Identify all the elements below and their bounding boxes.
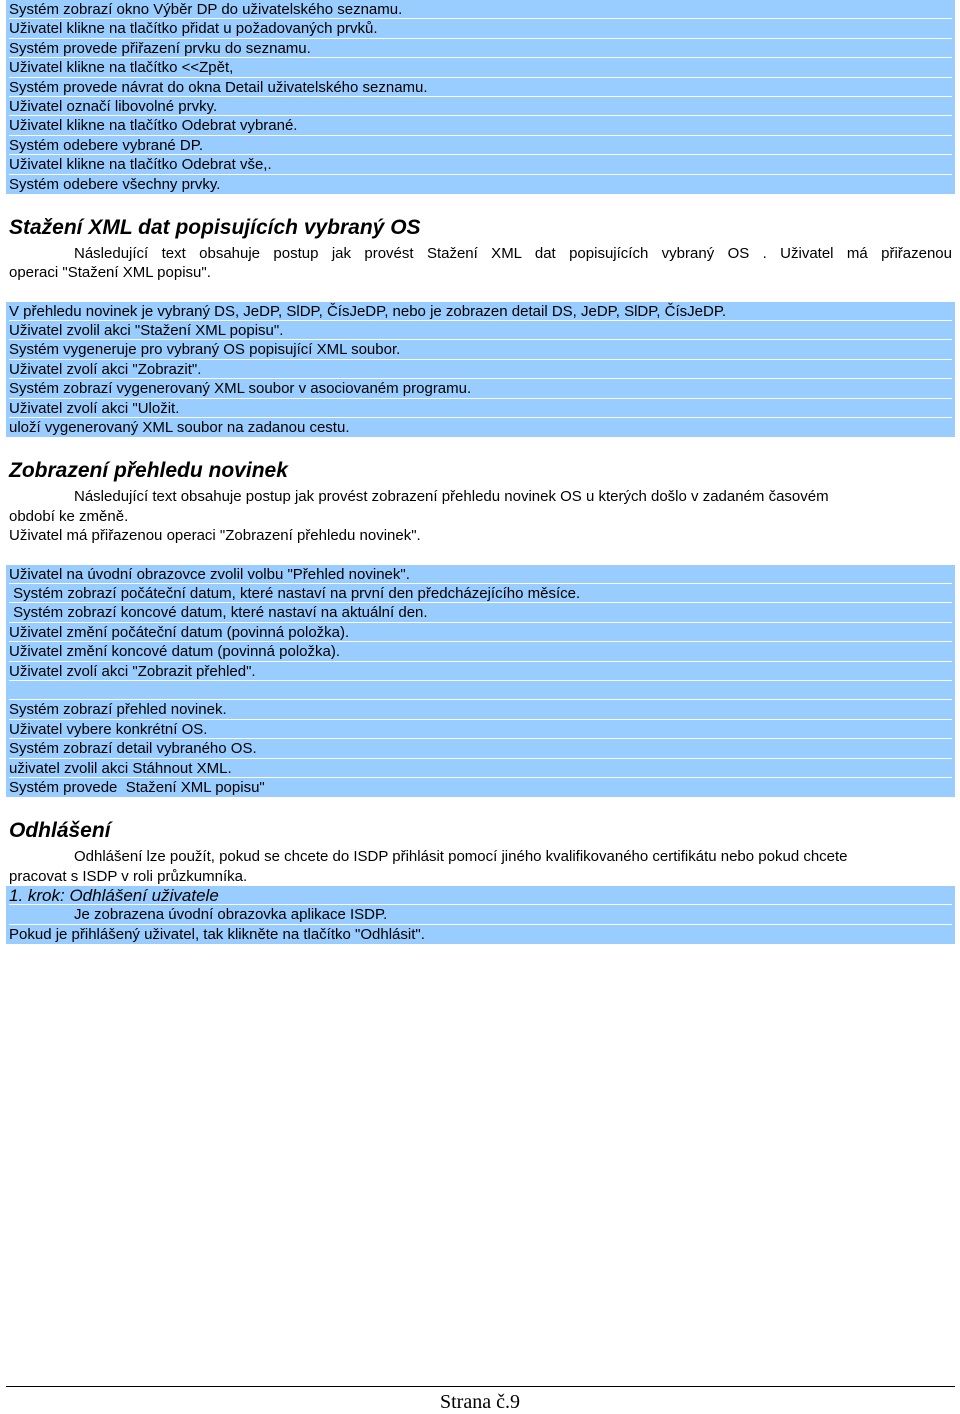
section-intro-logout [6,847,955,886]
logout-step-box [6,886,955,944]
step-line: Uživatel zvolí akci "Uložit. [9,399,952,418]
xml-steps-box [6,302,955,438]
news-steps-box [6,565,955,798]
step-line: Uživatel na úvodní obrazovce zvolil volbu "Přehled novinek". [9,565,952,584]
page-number: Strana č.9 [440,1391,520,1413]
step-line-empty [9,681,952,700]
intro-text: Odhlášení lze použít, pokud se chcete do ISDP přihlásit pomocí jiného kvalifikovaného certifikátu nebo pokud chcete [74,848,848,866]
step-line: Systém provede Stažení XML popisu" [9,778,265,796]
step-line: Pokud je přihlášený uživatel, tak klikněte na tlačítko "Odhlásit". [9,925,425,943]
section-heading-news: Zobrazení přehledu novinek [9,459,288,483]
step-line: Systém odebere všechny prvky. [9,175,221,193]
step-line: Uživatel zvolí akci "Zobrazit přehled". [9,662,952,681]
intro-text: operaci "Stažení XML popisu". [9,264,211,282]
step-line: Systém zobrazí detail vybraného OS. [9,739,952,758]
step-line: uživatel zvolil akci Stáhnout XML. [9,759,952,778]
footer-divider [6,1386,955,1387]
intro-text: Následující text obsahuje postup jak provést zobrazení přehledu novinek OS u kterých došlo v zadaném časovém [74,488,829,506]
intro-text: Uživatel má přiřazenou operaci "Zobrazení přehledu novinek". [9,527,421,545]
intro-text: Následující text obsahuje postup jak provést Stažení XML dat popisujících vybraný OS . Uživatel má přiřazenou [74,244,952,262]
intro-text: pracovat s ISDP v roli průzkumníka. [9,867,248,885]
step-line: uloží vygenerovaný XML soubor na zadanou cestu. [9,419,350,437]
top-steps-box [6,0,955,194]
step-line: Systém provede návrat do okna Detail uživatelského seznamu. [9,78,952,97]
step-line: Uživatel klikne na tlačítko <<Zpět, [9,58,952,77]
step-line: Systém zobrazí přehled novinek. [9,700,952,719]
step-line: Systém zobrazí koncové datum, které nastaví na aktuální den. [9,603,952,622]
step-line: Uživatel změní koncové datum (povinná položka). [9,642,952,661]
step-line: Uživatel klikne na tlačítko Odebrat vybrané. [9,116,952,135]
step-line: Uživatel klikne na tlačítko Odebrat vše,. [9,155,952,174]
document-page [6,0,955,944]
step-line: Uživatel zvolí akci "Zobrazit". [9,360,952,379]
step-line: Systém vygeneruje pro vybraný OS popisující XML soubor. [9,340,952,359]
step-line: Systém zobrazí vygenerovaný XML soubor v asociovaném programu. [9,379,952,398]
step-heading: 1. krok: Odhlášení uživatele [9,886,952,905]
step-line: Systém odebere vybrané DP. [9,136,952,155]
step-line: Uživatel označí libovolné prvky. [9,97,952,116]
section-heading-xml: Stažení XML dat popisujících vybraný OS [9,215,421,239]
step-line: Systém provede přiřazení prvku do seznamu. [9,39,952,58]
step-line: V přehledu novinek je vybraný DS, JeDP, SlDP, ČísJeDP, nebo je zobrazen detail DS, JeDP, SlDP, ČísJeDP. [9,302,952,321]
step-line: Uživatel změní počáteční datum (povinná položka). [9,623,952,642]
step-line: Uživatel vybere konkrétní OS. [9,720,952,739]
step-line: Uživatel zvolil akci "Stažení XML popisu". [9,321,952,340]
step-line: Systém zobrazí počáteční datum, které nastaví na první den předcházejícího měsíce. [9,584,952,603]
step-line: Uživatel klikne na tlačítko přidat u požadovaných prvků. [9,19,952,38]
intro-text: období ke změně. [9,507,129,525]
step-line: Systém zobrazí okno Výběr DP do uživatelského seznamu. [9,0,952,19]
section-heading-logout: Odhlášení [9,819,111,843]
section-intro-news [6,487,955,545]
step-line: Je zobrazena úvodní obrazovka aplikace ISDP. [9,905,952,924]
section-intro-xml [6,244,955,283]
